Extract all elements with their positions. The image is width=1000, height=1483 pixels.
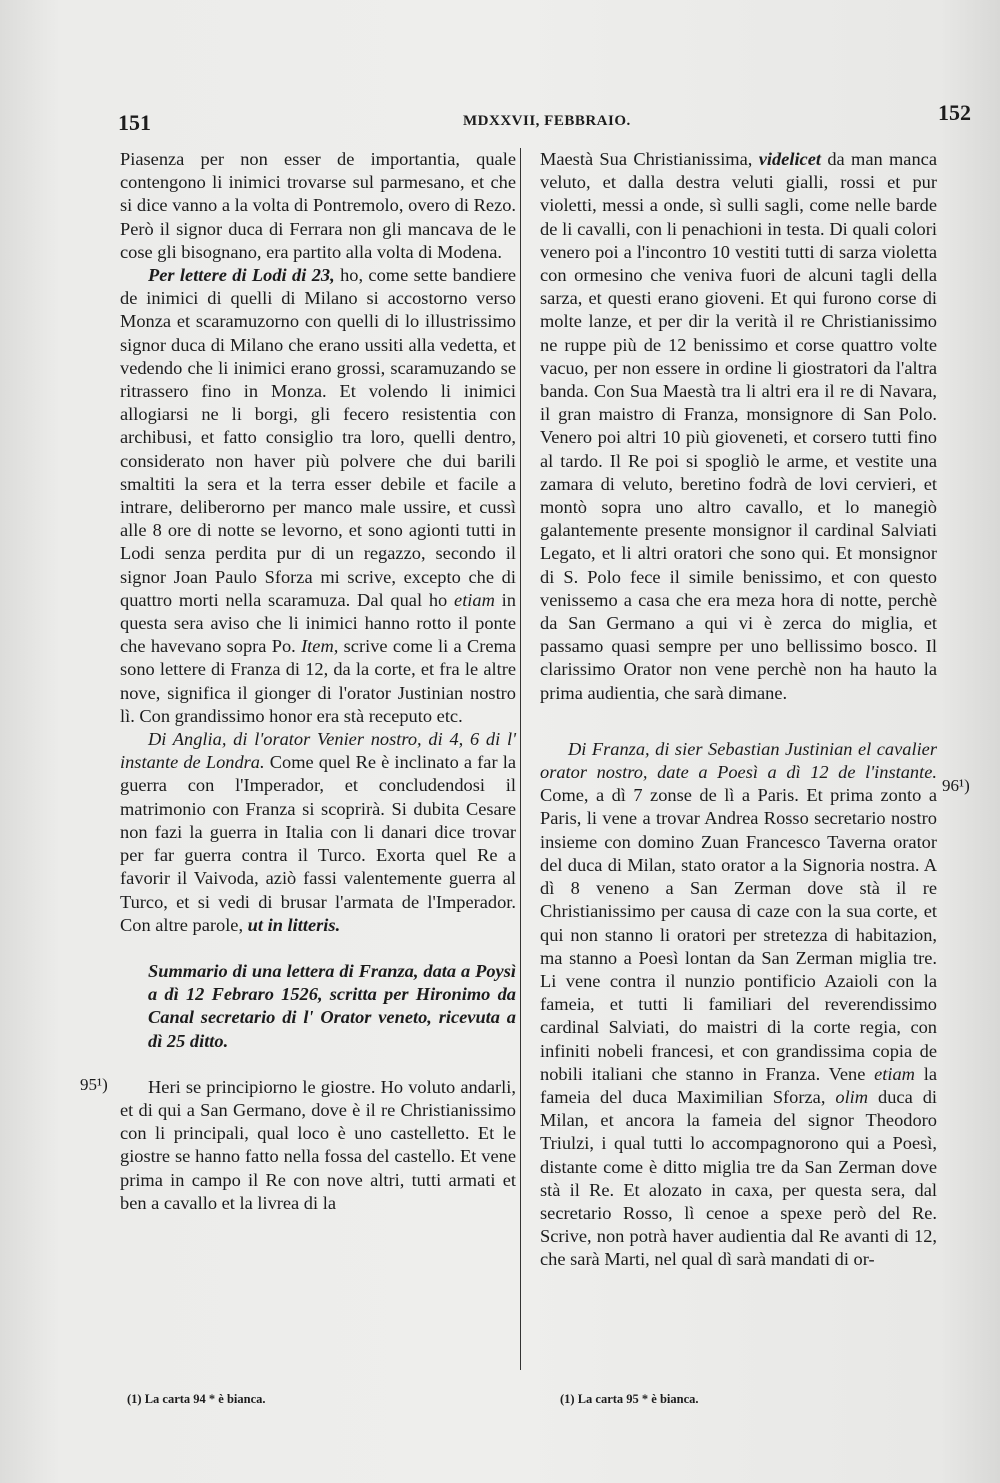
margin-note-95: 95¹) (80, 1075, 108, 1094)
page-number-right: 152 (938, 100, 971, 125)
paragraph-anglia: Di Anglia, di l'orator Venier nostro, di 4, 6 di l' instante de Londra. Come quel Re è inclinato a far la guerra con l'Imperador, et concludendosi il matrimonio con Franza si scoprirà. Si dubita Cesare non fazi la guerra in Italia con li danari dice trovar per far guerra contra il Turco. Exorta quel Re a favorir il Vaivoda, aziò fassi valentemente guerra al Turco, et si vedi di brusar l'armata de l'Imperador. Con altre parole, ut in litteris. (120, 729, 516, 935)
right-column (540, 148, 937, 1272)
paragraph-maesta: Maestà Sua Christianissima, videlicet da man manca veluto, et dalla destra veluti gialli, rossi et pur violetti, messi a onde, sì sulli sagli, come nelle barde de li cavalli, con li penachioni in testa. Di quali colori venero poi a l'incontro 10 vestiti tutti di sarza violetta con ormesino che veniva fuori de alcuni tagli della sarza, et questi erano gioveni. Et qui furono corse di molte lanze, et per dir la verità il re Christianissimo ne ruppe più de 12 benissimo et corse quattro volte vacuo, per non essere in ordine li giostratori da l'altra banda. Con Sua Maestà tra li altri era il re di Navara, il gran maistro di Franza, monsignore di San Polo. Venero poi altri 10 più gioveneti, et corsero tutti fino al tardo. Il Re poi si spogliò le arme, et vestite una zamara di veluto, beretino fodrà de lovi cervieri, et montò sopra uno altro cavallo, et lo manegiò galantemente presente monsignor il cardinal Salviati Legato, et li altri oratori che sono qui. Et monsignor di S. Polo fece il simile benissimo, et con questo venissemo a casa che era meza hora di notte, perchè da San Germano a qui vi è zerca do miglia, et passamo quasi sempre per uno bellissimo bosco. Il clarissimo Orator non vene perchè non ha hauto la prima audientia, che sarà dimane. (540, 149, 937, 703)
column-rule (520, 148, 521, 1370)
heading-franza: Di Franza, di sier Sebastian Justinian el cavalier orator nostro, date a Poesì a dì 12 de l'instante. (540, 738, 937, 783)
page-number-left: 151 (118, 110, 151, 135)
paragraph-giostre: Heri se principiorno le giostre. Ho voluto andarli, et di qui a San Germano, dove è il re Christianissimo con li principali, qual loco è uno castelletto. Et le giostre se hanno fatto nella fossa del castello. Et vene prima in campo il Re con nove altri, tutti armati et ben a cavallo et la livrea di la (120, 1076, 516, 1213)
left-column (120, 148, 516, 1215)
heading-lodi: Per lettere di Lodi di 23, (148, 265, 335, 286)
paragraph-lodi: Per lettere di Lodi di 23, ho, come sette bandiere de inimici di quelli di Milano si accostorno verso Monza et scaramuzorno con quelli di lo illustrissimo signor duca di Milano che erano ussiti alla vedetta, et vedendo che li inimici erano grossi, scaramuzando se ritrassero fino in Monza. Et volendo li inimici allogiarsi ne li borgi, gli fecero resistentia con archibusi, et fatto consiglio tra loro, quelli dentro, considerato non haver più polvere che dui barili smaltiti la sera et la terra esser debile et facile a intrare, deliberorno per manco male ussire, et cussì alle 8 ore di notte se levorno, et sono agionti tutti in Lodi senza perdita pur di un regazzo, secondo il signor Joan Paulo Sforza mi scrive, excepto che di quattro morti nella scaramuza. Dal qual ho etiam in questa sera aviso che li inimici hanno rotto il ponte che havevano sopra Po. Item, scrive come li a Crema sono lettere di Franza di 12, da la corte, et fra le altre nove, significa il gionger di l'orator Justinian nostro lì. Con grandissimo honor era stà receputo etc. (120, 265, 516, 726)
heading-anglia: Di Anglia, di l'orator Venier nostro, di 4, 6 di l' instante de Londra. (120, 729, 516, 773)
running-title: MDXXVII, FEBBRAIO. (463, 113, 631, 129)
paragraph-franza: Di Franza, di sier Sebastian Justinian el cavalier orator nostro, date a Poesì a dì 12 de l'instante. Come, a dì 7 zonse de lì a Paris. Et prima zonto a Paris, li vene a trovar Andrea Rosso secretario nostro insieme con domino Zuan Francesco Taverna orator del duca di Milan, stato orator a la Signoria nostra. A dì 8 veneno a San Zerman dove stà il re Christianissimo per causa di caze con la sua corte, et qui non stanno li oratori per stretezza di habitazion, ma stanno a Poesì lontan da San Zerman miglia tre. Li vene contra il nunzio pontificio Azaioli con la fameia, et tutti li familiari del reverendissimo cardinal Salviati, do maistri di la corte regia, con infiniti nobeli francesi, et con grandissima copia de nobili italiani che stanno in Franza. Vene etiam la fameia del duca Maximilian Sforza, olim duca di Milan, et ancora la fameia del signor Theodoro Triulzi, i qual tutti lo accompagnorono qui a Poesì, distante come è ditto miglia tre da San Zerman dove stà il Re. Et alozato in caxa, per questa sera, dal secretario Rosso, lì cenoe a spexe però del Re. Scrive, non potrà haver audientia dal Re avanti di 12, che sarà Marti, nel qual dì sarà mandati di or- (540, 738, 937, 1270)
paragraph-piasenza: Piasenza per non esser de importantia, quale contengono li inimici trovarse sul parmesano, et che si dice vanno a la volta di Pontremolo, overo di Rezo. Però il signor duca di Ferrara non gli mancava de le cose gli bisognano, era partito alla volta di Modena. (120, 149, 516, 262)
footnote-right: (1) La carta 95 * è bianca. (560, 1392, 699, 1406)
summario-heading: Summario di una lettera di Franza, data a Poysì a dì 12 Febraro 1526, scritta per Hironimo da Canal secretario di l' Orator veneto, ricevuta a dì 25 ditto. (148, 960, 516, 1051)
margin-note-96: 96¹) (942, 776, 970, 795)
footnote-left: (1) La carta 94 * è bianca. (127, 1392, 266, 1406)
